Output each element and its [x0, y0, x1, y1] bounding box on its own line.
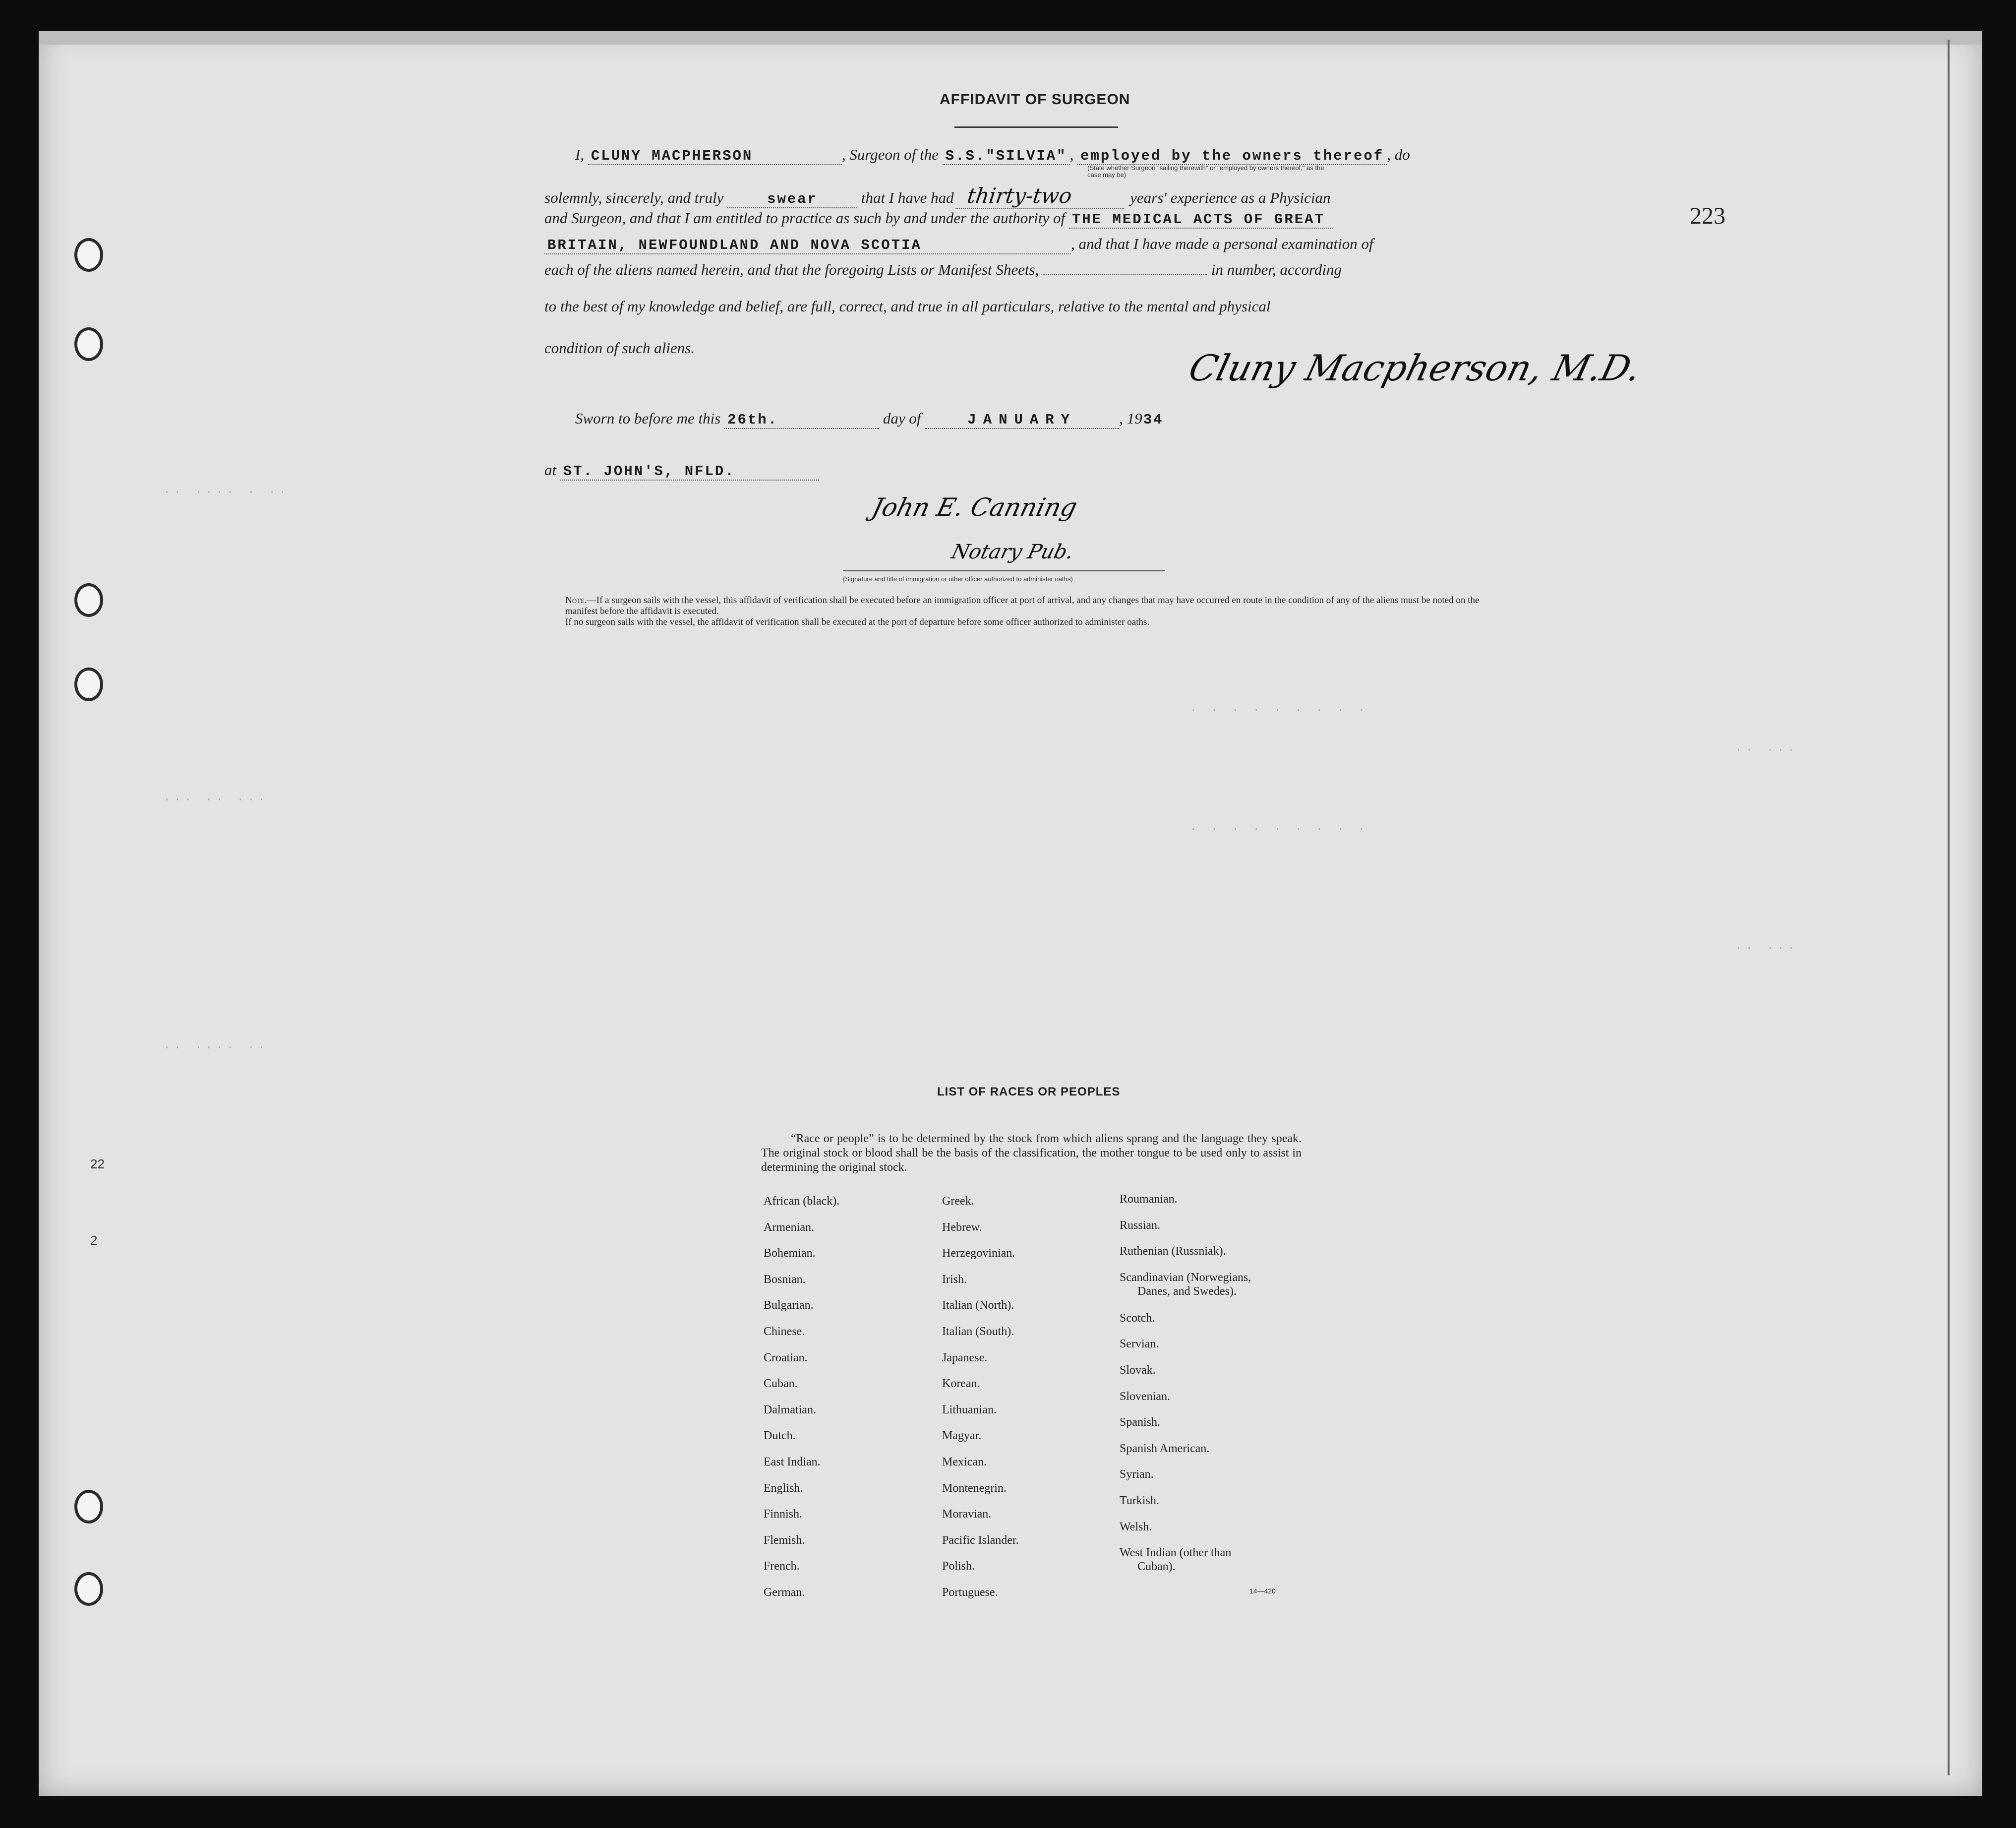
race-item: Spanish.: [1120, 1416, 1161, 1429]
sheet-count-field: [1043, 274, 1207, 275]
affidavit-line-3: and Surgeon, and that I am entitled to practice as such by and under the authority of THE MEDICAL ACTS OF GREAT: [544, 209, 1333, 229]
race-item: Scotch.: [1120, 1311, 1155, 1325]
race-item: Spanish American.: [1120, 1442, 1210, 1455]
oath-type: swear: [727, 191, 857, 208]
authority-line-2: BRITAIN, NEWFOUNDLAND AND NOVA SCOTIA: [544, 237, 1071, 254]
surgeon-signature: Cluny Macpherson, M.D.: [1185, 347, 1646, 389]
race-item: Slovenian.: [1120, 1390, 1170, 1403]
race-item: Italian (North).: [942, 1299, 1014, 1312]
sworn-line: Sworn to before me this 26th. day of JANUARY , 1934: [575, 410, 1164, 428]
affidavit-line-6: to the best of my knowledge and belief, are full, correct, and true in all particulars, relative to the mental and physical: [544, 298, 1271, 315]
race-item: Italian (South).: [942, 1325, 1014, 1338]
form-number: 14—420: [1249, 1587, 1276, 1595]
affidavit-note: Note.—If a surgeon sails with the vessel, this affidavit of verification shall be executed before an immigration officer at port of arrival, and any changes that may have occurred en route in the condition of any of the aliens must be noted on the manifest before the affidavit is executed. If no surgeon sails with the vessel, the affidavit of verification shall be executed at the port of departure before some officer authorized to administer oaths.: [565, 595, 1480, 627]
race-item: Russian.: [1120, 1219, 1161, 1232]
race-item: Ruthenian (Russniak).: [1120, 1245, 1226, 1258]
bleed-through: · · · · · · · · ·: [1190, 704, 1369, 717]
binder-hole-icon: [74, 1572, 103, 1606]
race-item: English.: [764, 1481, 803, 1495]
races-title: LIST OF RACES OR PEOPLES: [937, 1085, 1121, 1098]
bleed-through: ··· ·· ···: [164, 793, 269, 806]
officer-signature-caption: (Signature and title of immigration or other officer authorized to administer oaths): [843, 575, 1073, 583]
officer-signature: John E. Canning: [869, 493, 1080, 522]
race-item: German.: [764, 1585, 805, 1599]
binder-hole-icon: [74, 1490, 103, 1523]
race-item: Bosnian.: [764, 1273, 806, 1286]
race-item: French.: [764, 1560, 800, 1573]
affidavit-line-7: condition of such aliens.: [544, 339, 695, 357]
race-item: Chinese.: [764, 1325, 805, 1338]
affidavit-line-5: each of the aliens named herein, and that the foregoing Lists or Manifest Sheets, in number, according: [544, 261, 1342, 278]
binder-hole-icon: [74, 327, 103, 361]
years-experience: thirty-two: [956, 183, 1128, 209]
race-item: Moravian.: [942, 1508, 992, 1521]
bleed-through: ·· ···: [1735, 942, 1799, 955]
races-column-3: [1120, 1192, 1251, 1586]
authority-line-1: THE MEDICAL ACTS OF GREAT: [1069, 211, 1333, 229]
bleed-through: ·· ···: [1735, 744, 1799, 756]
race-item: Lithuanian.: [942, 1403, 997, 1416]
race-item: Flemish.: [764, 1533, 805, 1547]
bleed-through: · · · · · · · · ·: [1190, 823, 1369, 836]
sworn-month: JANUARY: [925, 412, 1119, 429]
races-intro: “Race or people” is to be determined by the stock from which aliens sprang and the language they speak. The original stock or blood shall be the basis of the classification, the mother tongue to be used only to assist in determining the original stock.: [761, 1132, 1302, 1174]
binder-hole-icon: [74, 238, 103, 272]
race-item: Herzegovinian.: [942, 1247, 1015, 1260]
title-underline: [954, 126, 1118, 128]
sworn-place: ST. JOHN'S, NFLD.: [560, 463, 819, 481]
margin-mark: 22: [90, 1157, 105, 1171]
race-item: Servian.: [1120, 1338, 1159, 1351]
page-edge: [39, 31, 1982, 45]
bleed-through: ·· ···· ··: [164, 1041, 269, 1054]
race-item: Portuguese.: [942, 1585, 998, 1599]
surgeon-name: CLUNY MACPHERSON: [588, 148, 842, 165]
affidavit-line-1: I, CLUNY MACPHERSON , Surgeon of the S.S."SILVIA" , employed by the owners thereof (State whether Surgeon "sailing therewith" or "employed by owners thereof," as the case may be) , do: [575, 146, 1410, 179]
race-item: Montenegrin.: [942, 1481, 1007, 1495]
races-column-1: [764, 1194, 839, 1612]
race-item: Croatian.: [764, 1351, 808, 1364]
employment-status: employed by the owners thereof: [1077, 148, 1387, 165]
margin-mark: 2: [90, 1233, 98, 1248]
affidavit-line-2: solemnly, sincerely, and truly swear that I have had thirty-two years' experience as a Physician: [544, 183, 1331, 208]
margin-rule: [1948, 40, 1950, 1775]
vessel-name: S.S."SILVIA": [943, 148, 1070, 165]
race-item: Polish.: [942, 1560, 975, 1573]
sworn-day: 26th.: [724, 412, 879, 429]
race-item: Hebrew.: [942, 1220, 982, 1234]
race-item: Syrian.: [1120, 1468, 1154, 1481]
race-item: Bulgarian.: [764, 1299, 814, 1312]
binder-hole-icon: [74, 583, 103, 617]
race-item: Pacific Islander.: [942, 1533, 1019, 1547]
sworn-year: 34: [1143, 412, 1164, 428]
sworn-place-line: at ST. JOHN'S, NFLD.: [544, 461, 819, 481]
races-column-2: [942, 1194, 1019, 1612]
race-item: Danes, and Swedes).: [1137, 1284, 1237, 1298]
employment-note: (State whether Surgeon "sailing therewith" or "employed by owners thereof," as the case may be): [1087, 164, 1324, 179]
race-item: Cuban.: [764, 1377, 798, 1391]
race-item: Bohemian.: [764, 1247, 816, 1260]
race-item: Mexican.: [942, 1455, 987, 1468]
race-item: Dalmatian.: [764, 1403, 816, 1416]
affidavit-title: AFFIDAVIT OF SURGEON: [940, 91, 1130, 108]
race-item: African (black).: [764, 1195, 840, 1208]
race-item: Cuban).: [1137, 1560, 1176, 1574]
officer-title: Notary Pub.: [949, 541, 1076, 563]
binder-hole-icon: [74, 668, 103, 701]
officer-signature-line: [843, 570, 1165, 571]
race-item: Welsh.: [1120, 1520, 1152, 1533]
race-item: Magyar.: [942, 1429, 982, 1443]
race-item: East Indian.: [764, 1455, 821, 1468]
race-item: Irish.: [942, 1273, 967, 1286]
sheet-number: 223: [1690, 203, 1725, 229]
race-item: Turkish.: [1120, 1494, 1159, 1507]
race-item: Korean.: [942, 1377, 980, 1391]
race-item: Roumanian.: [1120, 1193, 1178, 1206]
race-item: Finnish.: [764, 1508, 803, 1521]
race-item: Armenian.: [764, 1220, 814, 1234]
bleed-through: ·· ···· · ··: [164, 486, 290, 498]
race-item: Greek.: [942, 1195, 974, 1208]
race-item: Scandinavian (Norwegians,: [1120, 1271, 1251, 1284]
race-item: West Indian (other than: [1120, 1546, 1232, 1560]
race-item: Slovak.: [1120, 1363, 1156, 1377]
affidavit-line-4: BRITAIN, NEWFOUNDLAND AND NOVA SCOTIA , and that I have made a personal examination of: [544, 235, 1373, 254]
race-item: Japanese.: [942, 1351, 988, 1364]
race-item: Dutch.: [764, 1429, 796, 1443]
